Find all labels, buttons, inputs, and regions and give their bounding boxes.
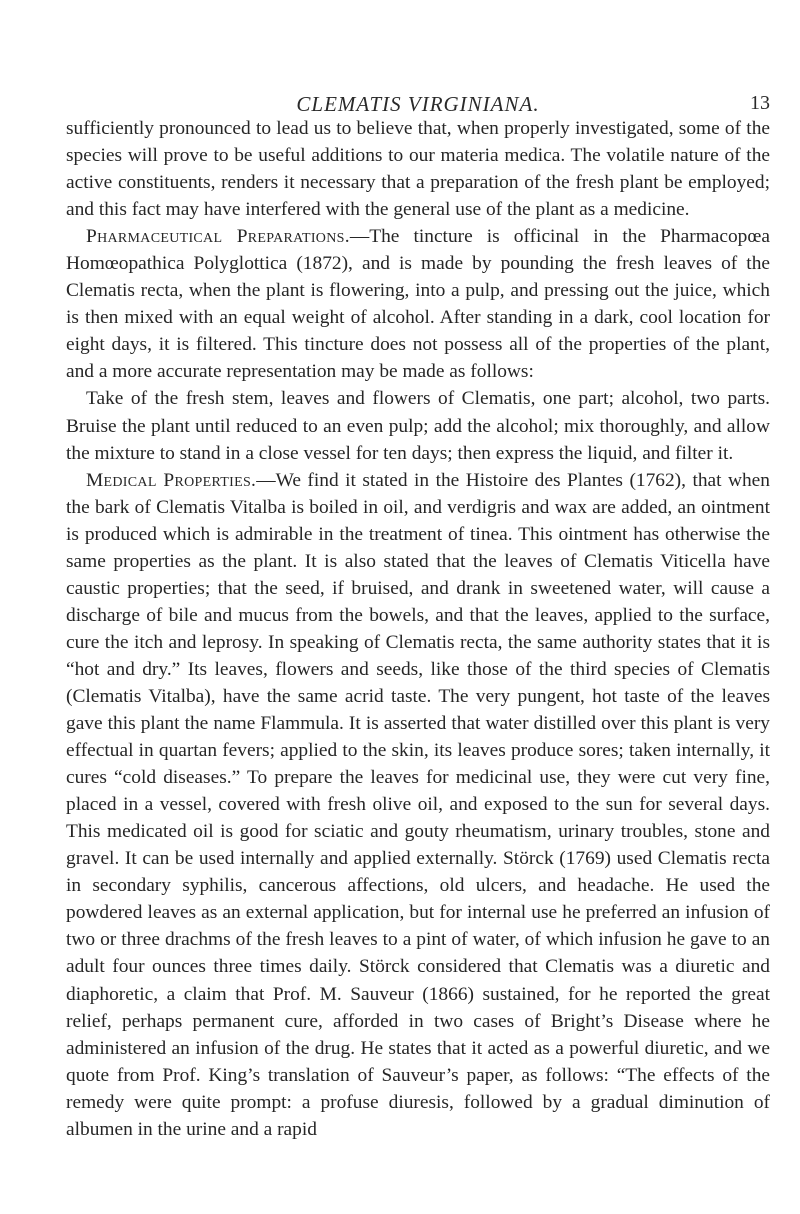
paragraph-text: —We find it stated in the Histoire des Plantes (1762), that when the bark of Clematis Vitalba is boiled in oil, and verdigris and wax are added, an ointment is produced which is admirable in the treatment of tinea. This ointment has otherwise the same properties as the plant. It is also stated that the leaves of Clematis Viticella have caustic properties; that the seed, if bruised, and drank in sweetened water, will cause a discharge of bile and mucus from the bowels, and that the leaves, applied to the surface, cure the itch and leprosy. In speaking of Clematis recta, the same authority states that it is “hot and dry.” Its leaves, flowers and seeds, like those of the third species of Clematis (Clematis Vitalba), have the same acrid taste. The very pungent, hot taste of the leaves gave this plant the name Flammula. It is asserted that water distilled over this plant is very effectual in quartan fevers; applied to the skin, its leaves produce sores; taken internally, it cures “cold diseases.” To prepare the leaves for medicinal use, they were cut very fine, placed in a vessel, covered with fresh olive oil, and exposed to the sun for several days. This medicated oil is good for sciatic and gouty rheumatism, urinary troubles, stone and gravel. It can be used internally and applied externally. Störck (1769) used Clematis recta in secondary syphilis, cancerous affections, old ulcers, and headache. He used the powdered leaves as an external application, but for internal use he preferred an infusion of two or three drachms of the fresh leaves to a pint of water, of which infusion he gave to an adult four ounces three times daily. Störck considered that Clematis was a diuretic and diaphoretic, a claim that Prof. M. Sauveur (1866) sustained, for he reported the great relief, perhaps permanent cure, afforded in two cases of Bright’s Disease where he administered an infusion of the drug. He states that it acted as a powerful diuretic, and we quote from Prof. King’s translation of Sauveur’s paper, as follows: “The effects of the remedy were quite prompt: a profuse diuresis, followed by a gradual diminution of albumen in the urine and a rapid xyxy=(66,469,770,1140)
paragraph-medical-properties xyxy=(66,467,770,1143)
paragraph-text: sufficiently pronounced to lead us to believe that, when properly investigated, some of the species will prove to be useful additions to our materia medica. The volatile nature of the active constituents, renders it necessary that a preparation of the fresh plant be employed; and this fact may have interfered with the general use of the plant as a medicine. xyxy=(66,118,770,221)
paragraph-text: —The tincture is officinal in the Pharmacopœa Homœopathica Polyglottica (1872), and is made by pounding the fresh leaves of the Clematis recta, when the plant is flowering, into a pulp, and pressing out the juice, which is then mixed with an equal weight of alcohol. After standing in a dark, cool location for eight days, it is filtered. This tincture does not possess all of the properties of the plant, and a more accurate representation may be made as follows: xyxy=(66,226,770,383)
section-heading: Pharmaceutical Preparations. xyxy=(86,226,350,248)
paragraph-recipe xyxy=(66,385,770,466)
page-number: 13 xyxy=(750,92,770,114)
paragraph-intro xyxy=(66,115,770,223)
running-title: CLEMATIS VIRGINIANA. xyxy=(296,92,540,116)
section-heading: Medical Properties. xyxy=(86,469,257,491)
paragraph-text: Take of the fresh stem, leaves and flowers of Clematis, one part; alcohol, two parts. Bruise the plant until reduced to an even pulp; add the alcohol; mix thoroughly, and allow the mixture to stand in a close vessel for ten days; then express the liquid, and filter it. xyxy=(66,388,770,464)
body-text xyxy=(66,115,770,1143)
paragraph-pharmaceutical-preparations xyxy=(66,223,770,385)
